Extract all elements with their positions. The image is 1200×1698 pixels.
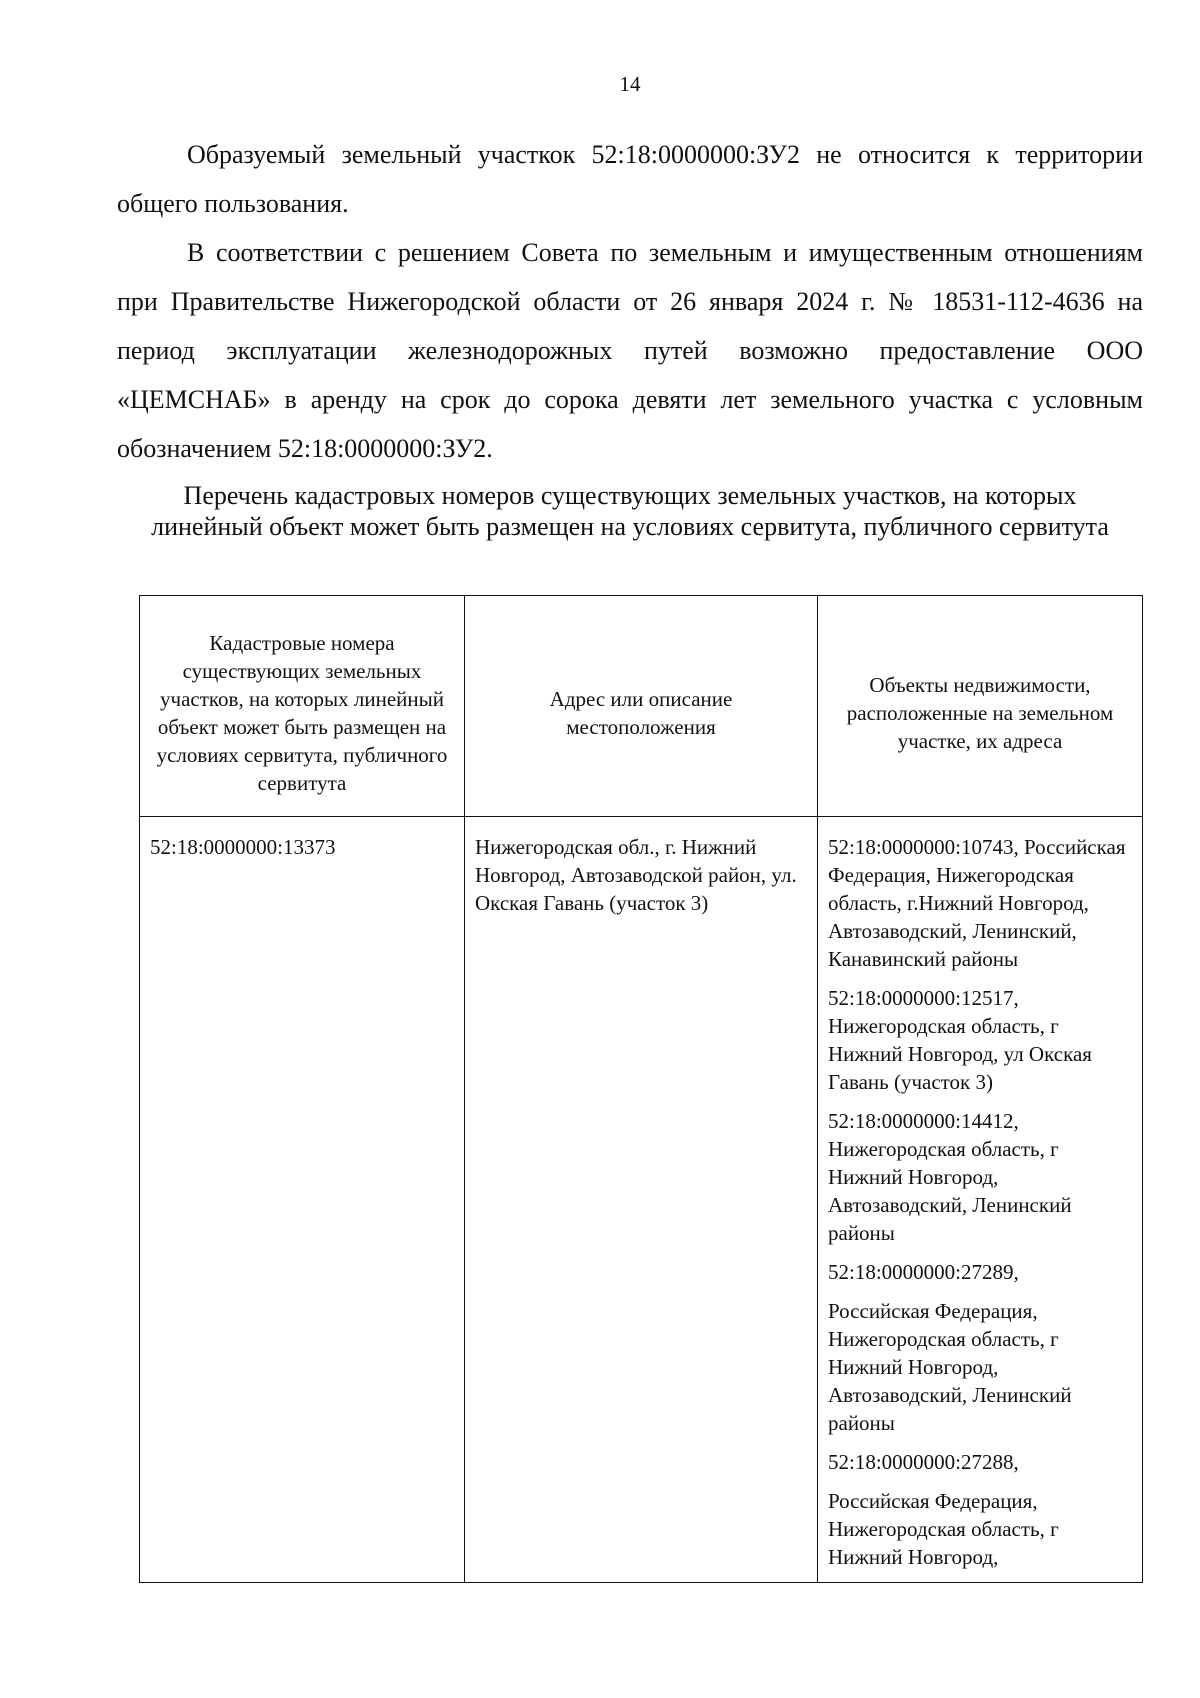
real-estate-object: 52:18:0000000:14412, Нижегородская область, г Нижний Новгород, Автозаводский, Ленинский районы [828, 1109, 1072, 1245]
header-address: Адрес или описание местоположения [465, 596, 818, 817]
page-number: 14 [619, 72, 641, 96]
header-cadastral-numbers: Кадастровые номера существующих земельных участков, на которых линейный объект может быть размещен на условиях сервитута, публичного сервитута [140, 596, 465, 817]
real-estate-object: Российская Федерация, Нижегородская область, г Нижний Новгород, [828, 1489, 1059, 1569]
table-header-row [140, 596, 1143, 817]
real-estate-object: 52:18:0000000:27289, [828, 1260, 1019, 1284]
real-estate-object: 52:18:0000000:10743, Российская Федерация, Нижегородская область, г.Нижний Новгород, Автозаводский, Ленинский, Канавинский районы [828, 835, 1126, 971]
table-row [140, 817, 1143, 1583]
real-estate-object: 52:18:0000000:12517, Нижегородская область, г Нижний Новгород, ул Окская Гавань (участок 3) [828, 986, 1092, 1094]
header-real-estate-objects: Объекты недвижимости, расположенные на земельном участке, их адреса [818, 596, 1143, 817]
cell-address: Нижегородская обл., г. Нижний Новгород, Автозаводской район, ул. Окская Гавань (участок 3) [465, 817, 818, 1583]
paragraph-council-decision: В соответствии с решением Совета по земельным и имущественным отношениям при Правительстве Нижегородской области от 26 января 2024 г. № 18531-112-4636 на период эксплуатации железнодорожных путей возможно предоставление ООО «ЦЕМСНАБ» в аренду на срок до сорока девяти лет земельного участка с условным обозначением 52:18:0000000:ЗУ2. [117, 238, 1143, 463]
cadastral-servitude-table [139, 595, 1143, 1583]
real-estate-object: Российская Федерация, Нижегородская область, г Нижний Новгород, Автозаводский, Ленинский районы [828, 1299, 1072, 1435]
paragraph-land-plot-status: Образуемый земельный участкок 52:18:0000000:ЗУ2 не относится к территории общего пользования. [117, 140, 1143, 218]
table-title: Перечень кадастровых номеров существующих земельных участков, на которых линейный объект может быть размещен на условиях сервитута, публичного сервитута [151, 481, 1109, 541]
cell-real-estate-objects [818, 817, 1143, 1583]
real-estate-object: 52:18:0000000:27288, [828, 1450, 1019, 1474]
cell-cadastral-number: 52:18:0000000:13373 [140, 817, 465, 1583]
